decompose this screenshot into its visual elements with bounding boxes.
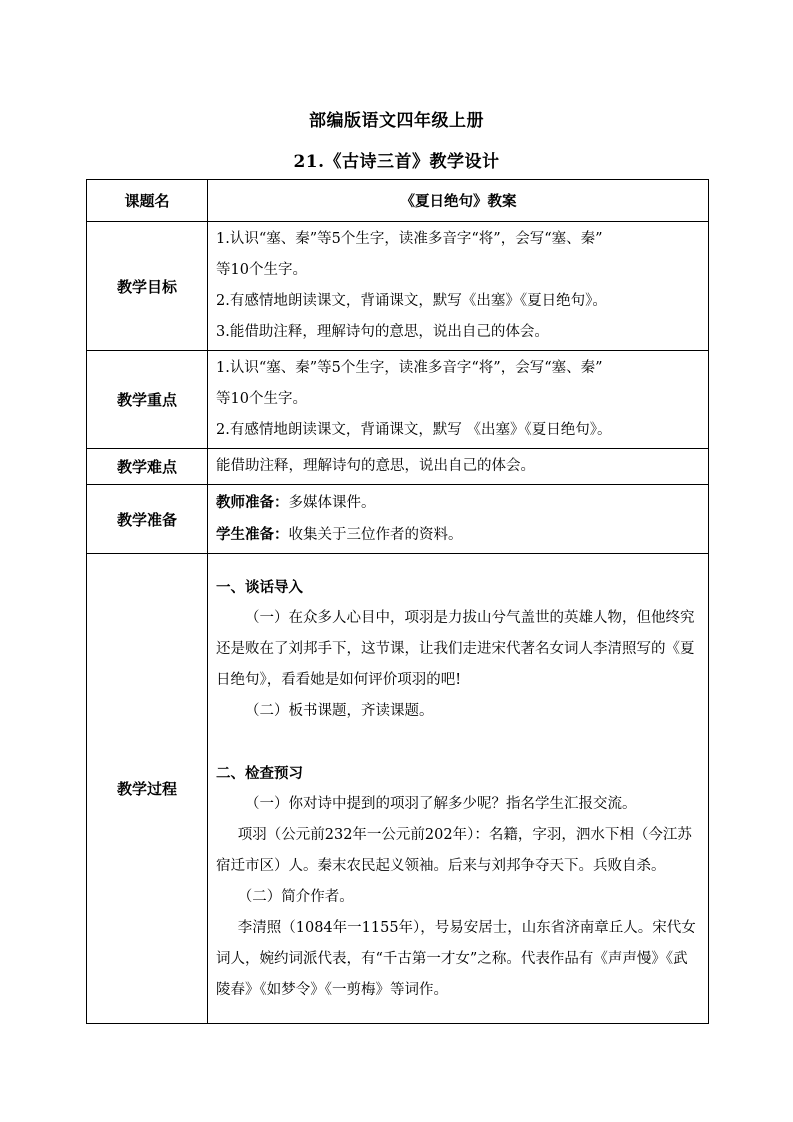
student-preparation-text: 收集关于三位作者的资料。 <box>288 527 463 543</box>
paragraph: 李清照（1084年一1155年），号易安居士，山东省济南章丘人。宋代女词人，婉约词派代表，有“千古第一才女”之称。代表作品有《声声慢》《武陵春》《如梦令》《一剪梅》等词作。 <box>216 919 696 998</box>
student-preparation-label: 学生准备： <box>216 526 289 543</box>
difficulty-row <box>87 449 709 485</box>
section-heading: 二、检查预习 <box>216 764 303 782</box>
key-points-row <box>87 351 709 449</box>
key-points-label: 教学重点 <box>87 351 208 449</box>
goal-line: 2.有感情地朗读课文，背诵课文，默写《出塞》《夏日绝句》。 <box>216 293 607 309</box>
difficulty-label: 教学难点 <box>87 449 208 485</box>
lesson-plan-table <box>86 179 709 1024</box>
key-point-line: 等10个生字。 <box>216 391 307 407</box>
key-points-content <box>208 351 709 449</box>
topic-row <box>87 180 709 222</box>
goals-row <box>87 222 709 351</box>
paragraph: （一）你对诗中提到的项羽了解多少呢？指名学生汇报交流。 <box>245 795 637 812</box>
section-heading: 一、谈话导入 <box>216 578 303 596</box>
process-row <box>87 554 709 1024</box>
teacher-preparation-text: 多媒体课件。 <box>288 495 376 511</box>
topic-label: 课题名 <box>87 180 208 222</box>
preparation-content <box>208 485 709 554</box>
difficulty-text: 能借助注释，理解诗句的意思，说出自己的体会。 <box>216 458 535 474</box>
preparation-row <box>87 485 709 554</box>
key-point-line: 1.认识“塞、秦”等5个生字，读准多音字“将”，会写“塞、秦” <box>216 360 603 376</box>
process-content <box>208 554 709 1024</box>
paragraph: （二）简介作者。 <box>237 888 354 905</box>
difficulty-content <box>208 449 709 485</box>
goal-line: 1.认识“塞、秦”等5个生字，读准多音字“将”，会写“塞、秦” <box>216 231 603 247</box>
goal-line: 等10个生字。 <box>216 262 307 278</box>
teacher-preparation <box>216 487 701 519</box>
student-preparation <box>216 519 701 551</box>
paragraph: （二）板书课题，齐读课题。 <box>245 702 434 719</box>
goals-label: 教学目标 <box>87 222 208 351</box>
preparation-label: 教学准备 <box>87 485 208 554</box>
paragraph: （一）在众多人心目中，项羽是力拔山兮气盖世的英雄人物，但他终究还是败在了刘邦手下，这节课，让我们走进宋代著名女词人李清照写的《夏日绝句》，看看她是如何评价项羽的吧! <box>216 609 695 688</box>
topic-value: 《夏日绝句》教案 <box>208 180 709 222</box>
teacher-preparation-label: 教师准备： <box>216 494 289 511</box>
document-title: 部编版语文四年级上册 <box>309 111 484 131</box>
process-label: 教学过程 <box>87 554 208 1024</box>
goals-content <box>208 222 709 351</box>
lesson-title: 21.《古诗三首》教学设计 <box>293 152 500 172</box>
spacer <box>216 727 701 758</box>
goal-line: 3.能借助注释，理解诗句的意思，说出自己的体会。 <box>216 324 549 340</box>
paragraph: 项羽（公元前232年一公元前202年）：名籍，字羽，泗水下相（今江苏宿迁市区）人。秦末农民起义领袖。后来与刘邦争夺天下。兵败自杀。 <box>216 826 692 874</box>
key-point-line: 2.有感情地朗读课文，背诵课文，默写 《出塞》《夏日绝句》。 <box>216 422 612 438</box>
